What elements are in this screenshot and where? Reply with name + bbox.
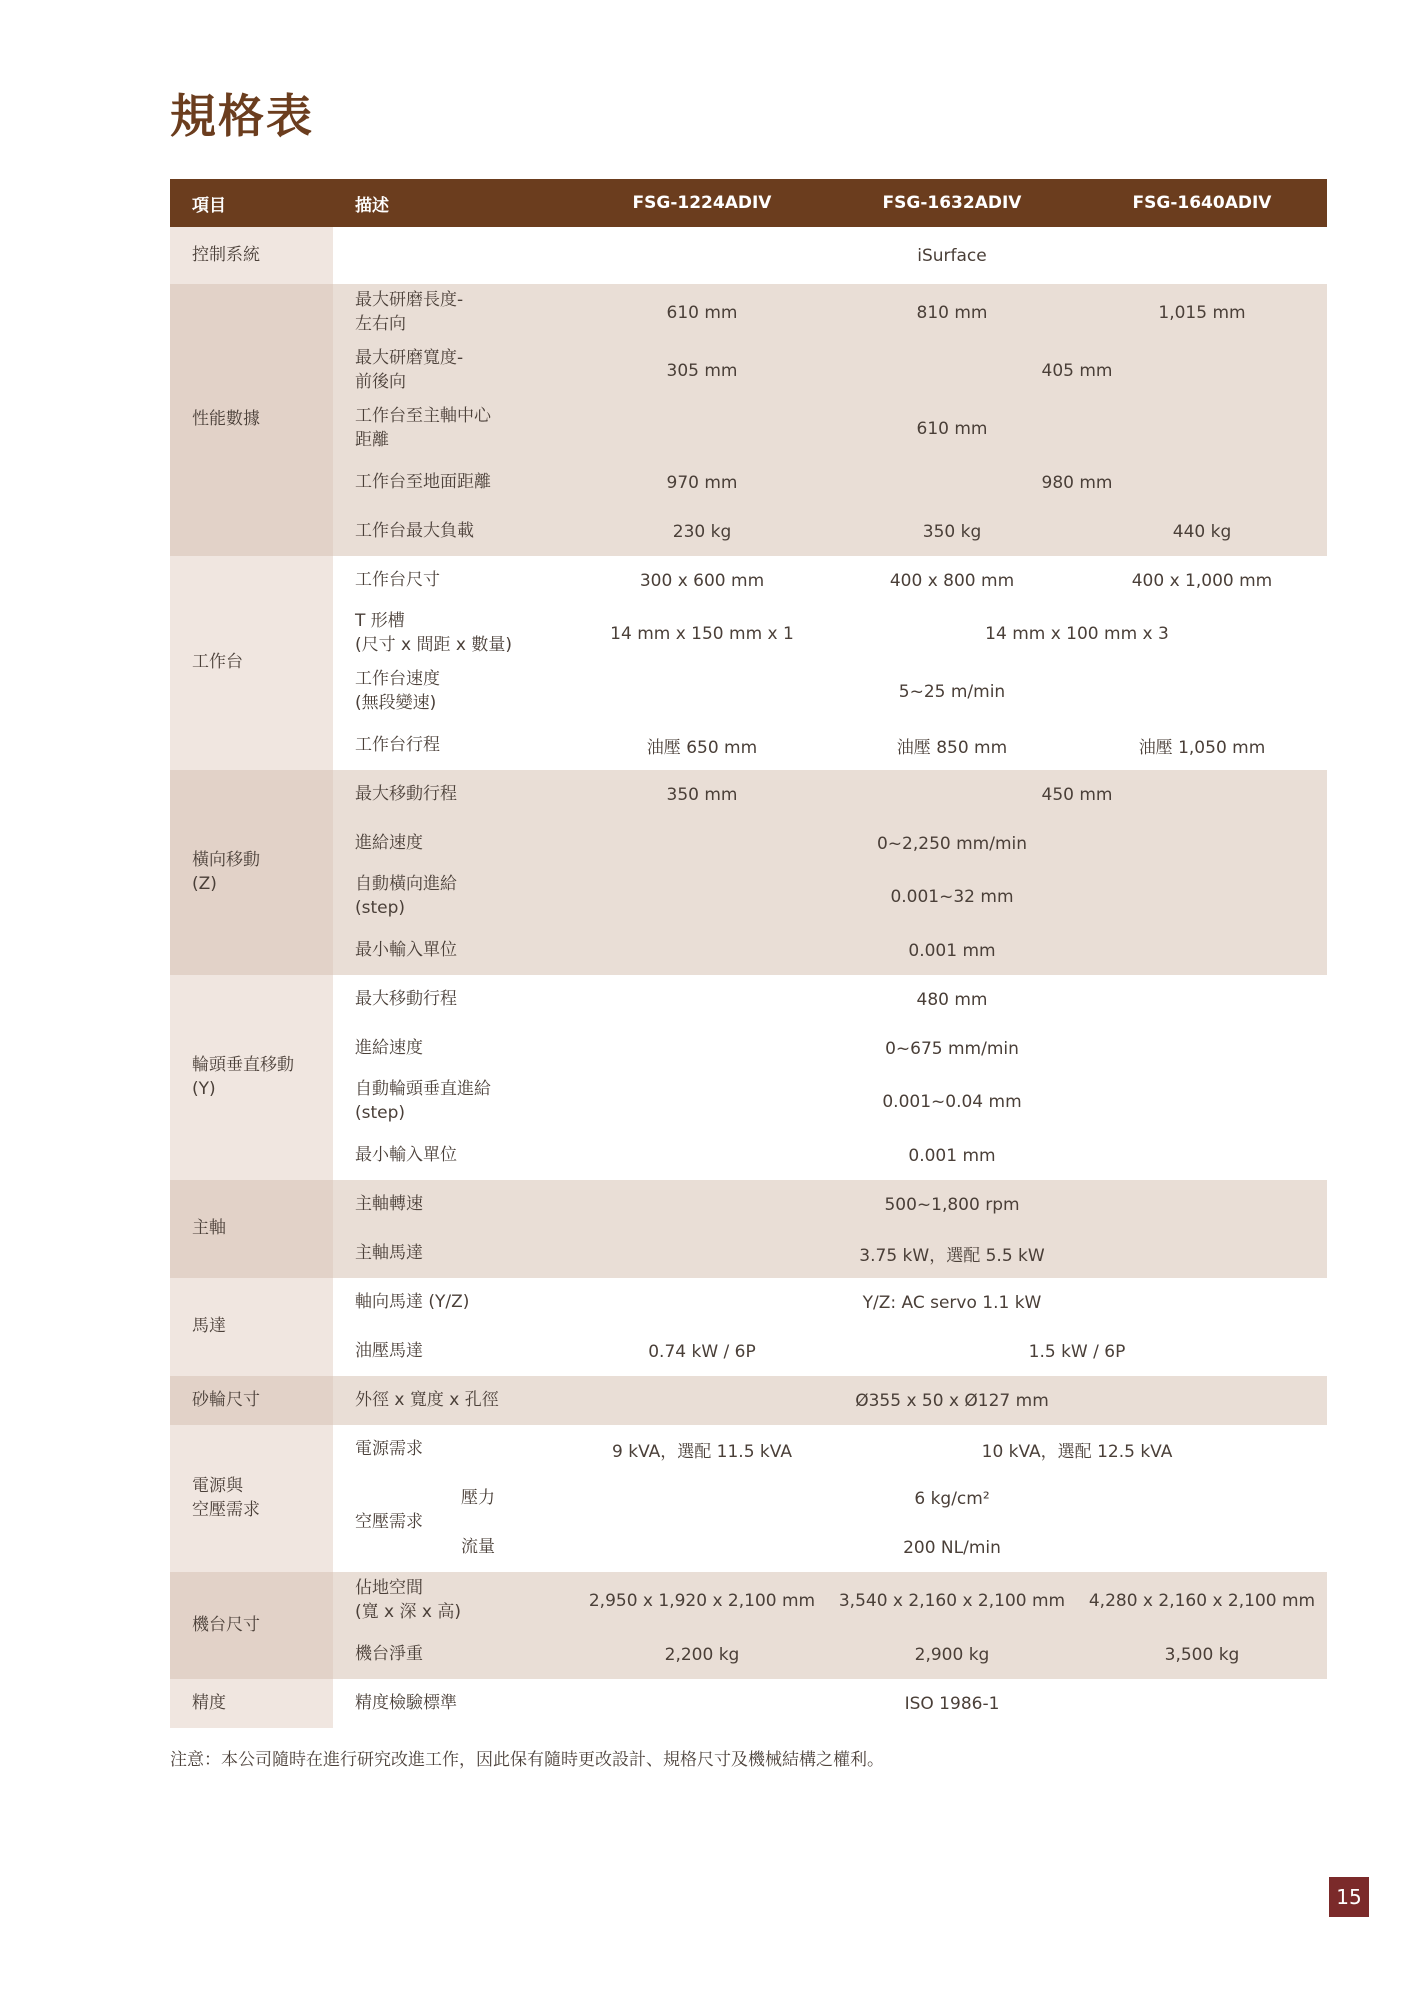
spec-table [170,179,1327,1728]
row-desc: 軸向馬達 (Y/Z) [333,1278,577,1327]
cell-value: 450 mm [827,770,1327,819]
cell-value: 610 mm [577,400,1327,458]
row-desc: 工作台最大負載 [333,507,577,556]
cell-value: Ø355 x 50 x Ø127 mm [577,1376,1327,1425]
table-row [170,926,1327,975]
header-item: 項目 [170,179,333,227]
cell-value: 5~25 m/min [577,663,1327,721]
category-machine-size: 機台尺寸 [170,1572,333,1679]
table-row [170,1679,1327,1728]
row-desc: 精度檢驗標準 [333,1679,577,1728]
header-model-1632: FSG-1632ADIV [827,179,1077,227]
table-row [170,721,1327,770]
row-desc: 主軸馬達 [333,1229,577,1278]
row-desc: 最大研磨寬度- 前後向 [333,342,577,400]
cell-value: 0~675 mm/min [577,1024,1327,1073]
cell-value: 3,540 x 2,160 x 2,100 mm [827,1572,1077,1630]
category-performance: 性能數據 [170,284,333,556]
table-row [170,1376,1327,1425]
category-motor: 馬達 [170,1278,333,1376]
table-row [170,507,1327,556]
category-power-air: 電源與 空壓需求 [170,1425,333,1572]
table-row [170,605,1327,663]
category-worktable: 工作台 [170,556,333,770]
cell-value: 230 kg [577,507,827,556]
category-vertical-travel: 輪頭垂直移動 (Y) [170,975,333,1180]
row-desc: 自動橫向進給 (step) [333,868,577,926]
cell-value: 0.74 kW / 6P [577,1327,827,1376]
table-row [170,1024,1327,1073]
cell-value: 0.001~0.04 mm [577,1073,1327,1131]
table-row [170,1572,1327,1630]
cell-value: 10 kVA，選配 12.5 kVA [827,1425,1327,1474]
page-title: 規格表 [170,89,314,143]
cell-value: 980 mm [827,458,1327,507]
row-desc: 最大移動行程 [333,975,577,1024]
cell-value: 440 kg [1077,507,1327,556]
cell-value: 9 kVA，選配 11.5 kVA [577,1425,827,1474]
table-row [170,458,1327,507]
cell-value: 14 mm x 100 mm x 3 [827,605,1327,663]
cell-value: 2,900 kg [827,1630,1077,1679]
row-desc: 工作台尺寸 [333,556,577,605]
table-row [170,1073,1327,1131]
category-cross-travel: 橫向移動 (Z) [170,770,333,975]
table-row [170,227,1327,284]
row-desc: 工作台至主軸中心 距離 [333,400,577,458]
row-desc: 工作台至地面距離 [333,458,577,507]
row-desc: 油壓馬達 [333,1327,577,1376]
table-row [170,342,1327,400]
table-row [170,819,1327,868]
cell-value: ISO 1986-1 [577,1679,1327,1728]
cell-value: 400 x 800 mm [827,556,1077,605]
cell-value: 200 NL/min [577,1523,1327,1572]
table-row [170,868,1327,926]
cell-value: 350 mm [577,770,827,819]
row-desc: 空壓需求 [355,1512,423,1533]
header-desc: 描述 [333,179,577,227]
row-desc: 最小輸入單位 [333,1131,577,1180]
row-desc: 電源需求 [333,1425,577,1474]
page-number-badge: 15 [1329,1877,1369,1917]
cell-value: 油壓 650 mm [577,721,827,770]
footnote: 注意：本公司隨時在進行研究改進工作，因此保有隨時更改設計、規格尺寸及機械結構之權利。 [170,1750,884,1770]
cell-value: 油壓 850 mm [827,721,1077,770]
row-desc: 進給速度 [333,819,577,868]
row-desc: 進給速度 [333,1024,577,1073]
cell-value: 14 mm x 150 mm x 1 [577,605,827,663]
table-row [170,1474,1327,1523]
row-desc: 佔地空間 (寬 x 深 x 高) [333,1572,577,1630]
row-desc: 主軸轉速 [333,1180,577,1229]
cell-value: 0.001 mm [577,926,1327,975]
table-row [170,1131,1327,1180]
category-wheel: 砂輪尺寸 [170,1376,333,1425]
cell-value: 1,015 mm [1077,284,1327,342]
cell-value: 810 mm [827,284,1077,342]
cell-value: 610 mm [577,284,827,342]
cell-value: 305 mm [577,342,827,400]
row-desc: 工作台行程 [333,721,577,770]
table-row [170,1278,1327,1327]
cell-value: 400 x 1,000 mm [1077,556,1327,605]
cell-value: 350 kg [827,507,1077,556]
row-desc: 工作台速度 (無段變速) [333,663,577,721]
row-desc: 最小輸入單位 [333,926,577,975]
table-row [170,556,1327,605]
table-row [170,1630,1327,1679]
air-flow-label: 流量 [461,1537,495,1557]
table-row [170,1327,1327,1376]
table-row [170,284,1327,342]
cell-value: 480 mm [577,975,1327,1024]
cell-value: 2,950 x 1,920 x 2,100 mm [577,1572,827,1630]
category-accuracy: 精度 [170,1679,333,1728]
cell-value: 3.75 kW，選配 5.5 kW [577,1229,1327,1278]
table-row [170,1229,1327,1278]
table-row [170,1425,1327,1474]
air-pressure-label: 壓力 [461,1488,495,1508]
table-row [170,770,1327,819]
cell-value: 405 mm [827,342,1327,400]
cell-value: 0~2,250 mm/min [577,819,1327,868]
table-row [170,1180,1327,1229]
cell-value: 500~1,800 rpm [577,1180,1327,1229]
table-row [170,975,1327,1024]
header-model-1224: FSG-1224ADIV [577,179,827,227]
cell-value: 6 kg/cm² [577,1474,1327,1523]
cell-value: 0.001~32 mm [577,868,1327,926]
header-model-1640: FSG-1640ADIV [1077,179,1327,227]
cell-value: 0.001 mm [577,1131,1327,1180]
row-desc: 最大研磨長度- 左右向 [333,284,577,342]
cell-value: 300 x 600 mm [577,556,827,605]
cell-value: 油壓 1,050 mm [1077,721,1327,770]
cell-value: 4,280 x 2,160 x 2,100 mm [1077,1572,1327,1630]
table-row [170,663,1327,721]
cell-value: Y/Z: AC servo 1.1 kW [577,1278,1327,1327]
category-control: 控制系統 [170,227,333,284]
table-header-row [170,179,1327,227]
cell-value: 1.5 kW / 6P [827,1327,1327,1376]
row-desc: 外徑 x 寬度 x 孔徑 [333,1376,577,1425]
category-spindle: 主軸 [170,1180,333,1278]
row-desc: 機台淨重 [333,1630,577,1679]
air-desc-cell [333,1474,577,1572]
cell-value: 3,500 kg [1077,1630,1327,1679]
row-desc: T 形槽 (尺寸 x 間距 x 數量) [333,605,577,663]
cell-value: 970 mm [577,458,827,507]
control-value: iSurface [577,227,1327,284]
table-row [170,400,1327,458]
row-desc: 最大移動行程 [333,770,577,819]
row-desc: 自動輪頭垂直進給 (step) [333,1073,577,1131]
cell-value: 2,200 kg [577,1630,827,1679]
